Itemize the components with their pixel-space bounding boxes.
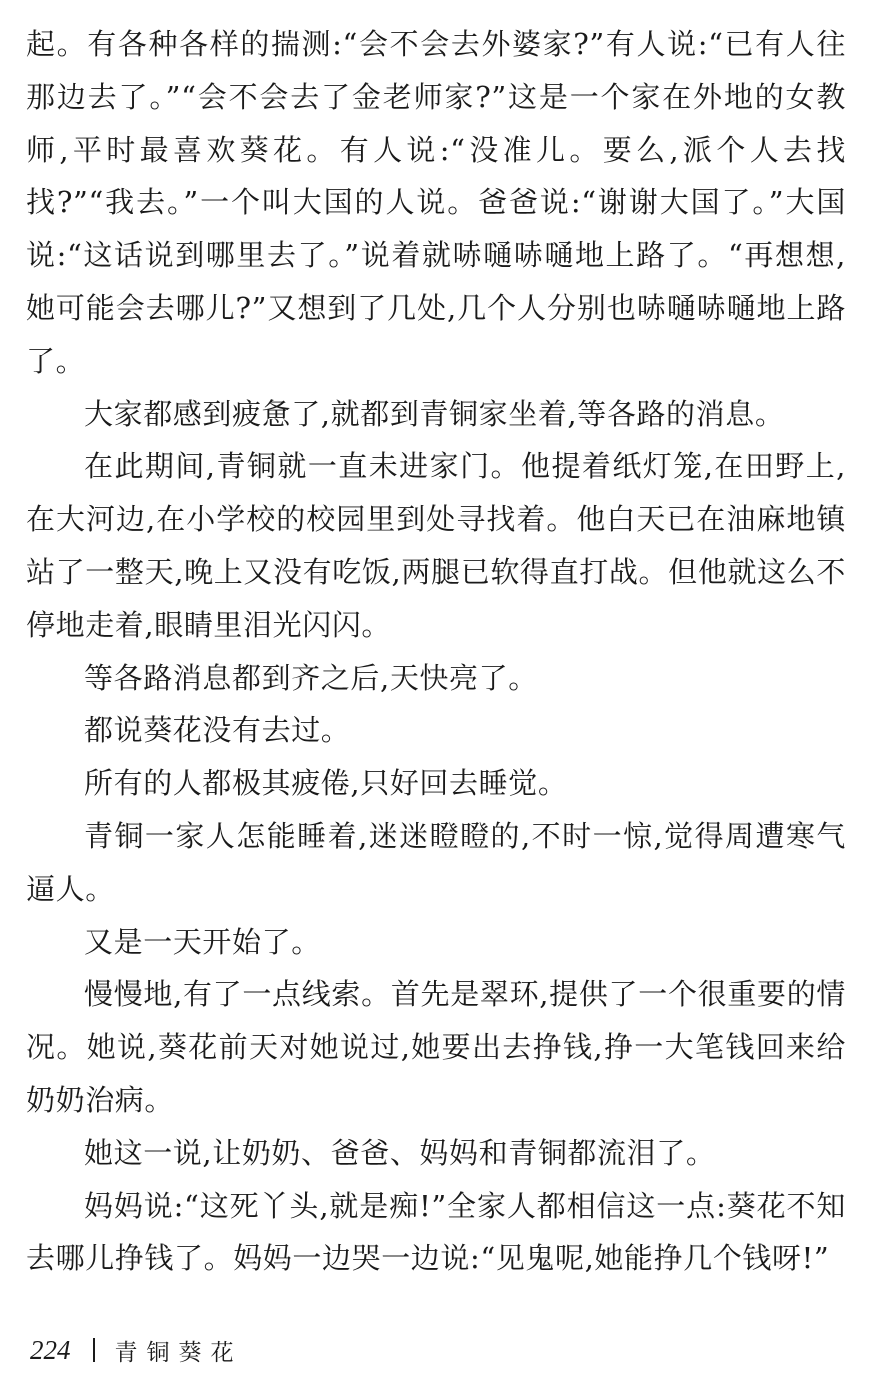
- paragraph: 慢慢地,有了一点线索。首先是翠环,提供了一个很重要的情况。她说,葵花前天对她说过,她要出去挣钱,挣一大笔钱回来给奶奶治病。: [26, 977, 846, 1117]
- paragraph: 在此期间,青铜就一直未进家门。他提着纸灯笼,在田野上,在大河边,在小学校的校园里到处寻找着。他白天已在油麻地镇站了一整天,晚上又没有吃饭,两腿已软得直打战。但他就这么不停地走着,眼睛里泪光闪闪。: [26, 449, 846, 642]
- paragraph: 大家都感到疲惫了,就都到青铜家坐着,等各路的消息。: [84, 396, 785, 431]
- paragraph: 青铜一家人怎能睡着,迷迷瞪瞪的,不时一惊,觉得周遭寒气逼人。: [26, 818, 846, 906]
- paragraph: 妈妈说:“这死丫头,就是痴!”全家人都相信这一点:葵花不知去哪儿挣钱了。妈妈一边哭一边说:“见鬼呢,她能挣几个钱呀!”: [26, 1188, 846, 1276]
- running-book-title: 青铜葵花: [114, 1339, 243, 1366]
- footer-divider: [93, 1338, 95, 1362]
- paragraph: 起。有各种各样的揣测:“会不会去外婆家?”有人说:“已有人往那边去了。”“会不会去了金老师家?”这是一个家在外地的女教师,平时最喜欢葵花。有人说:“没准儿。要么,派个人去找找?”“我去。”一个叫大国的人说。爸爸说:“谢谢大国了。”大国说:“这话说到哪里去了。”说着就哧嗵哧嗵地上路了。“再想想,她可能会去哪儿?”又想到了几处,几个人分别也哧嗵哧嗵地上路了。: [26, 27, 846, 378]
- page-footer: [30, 1332, 243, 1368]
- paragraph: 她这一说,让奶奶、爸爸、妈妈和青铜都流泪了。: [84, 1135, 716, 1170]
- paragraph: 所有的人都极其疲倦,只好回去睡觉。: [84, 766, 568, 801]
- paragraph: 等各路消息都到齐之后,天快亮了。: [84, 660, 538, 695]
- paragraph: 都说葵花没有去过。: [84, 713, 351, 748]
- page-number: 224: [30, 1334, 71, 1365]
- page-body: [26, 18, 846, 1285]
- paragraph: 又是一天开始了。: [84, 924, 321, 959]
